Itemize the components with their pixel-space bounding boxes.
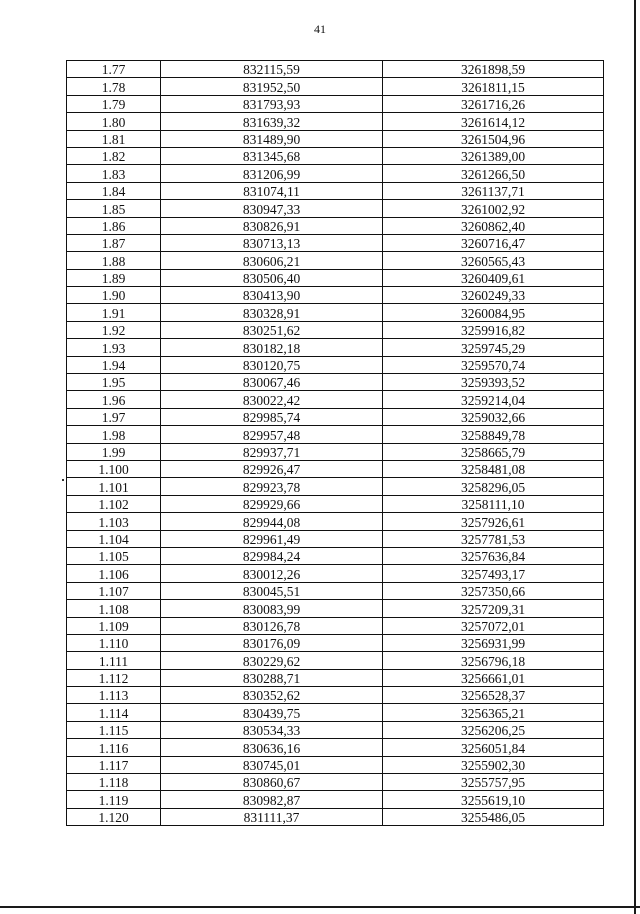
table-row	[67, 217, 604, 234]
point-number-cell: 1.110	[67, 634, 161, 651]
point-number-cell: 1.114	[67, 704, 161, 721]
page-number: 41	[314, 22, 326, 36]
table-row	[67, 391, 604, 408]
x-coordinate-cell: 830182,18	[161, 339, 383, 356]
point-number-cell: 1.111	[67, 652, 161, 669]
table-row	[67, 78, 604, 95]
point-number-cell: 1.105	[67, 547, 161, 564]
table-row	[67, 634, 604, 651]
y-coordinate-cell: 3256661,01	[383, 669, 604, 686]
point-number-cell: 1.112	[67, 669, 161, 686]
point-number-cell: 1.108	[67, 600, 161, 617]
point-number-cell: 1.120	[67, 808, 161, 825]
x-coordinate-cell: 832115,59	[161, 61, 383, 78]
y-coordinate-cell: 3256931,99	[383, 634, 604, 651]
x-coordinate-cell: 831074,11	[161, 182, 383, 199]
point-number-cell: 1.99	[67, 443, 161, 460]
table-row	[67, 687, 604, 704]
table-row	[67, 756, 604, 773]
table-row	[67, 721, 604, 738]
x-coordinate-cell: 829944,08	[161, 513, 383, 530]
table-row	[67, 617, 604, 634]
table-row	[67, 130, 604, 147]
x-coordinate-cell: 831793,93	[161, 95, 383, 112]
y-coordinate-cell: 3259570,74	[383, 356, 604, 373]
y-coordinate-cell: 3258296,05	[383, 478, 604, 495]
table-row	[67, 252, 604, 269]
table-row	[67, 460, 604, 477]
y-coordinate-cell: 3261002,92	[383, 200, 604, 217]
table-row	[67, 234, 604, 251]
y-coordinate-cell: 3261716,26	[383, 95, 604, 112]
table-row	[67, 704, 604, 721]
y-coordinate-cell: 3256528,37	[383, 687, 604, 704]
coordinates-table	[66, 60, 604, 826]
point-number-cell: 1.85	[67, 200, 161, 217]
y-coordinate-cell: 3256206,25	[383, 721, 604, 738]
x-coordinate-cell: 830947,33	[161, 200, 383, 217]
point-number-cell: 1.113	[67, 687, 161, 704]
x-coordinate-cell: 831111,37	[161, 808, 383, 825]
point-number-cell: 1.93	[67, 339, 161, 356]
table-row	[67, 547, 604, 564]
y-coordinate-cell: 3259393,52	[383, 374, 604, 391]
page-edge-bottom	[0, 906, 640, 908]
table-row	[67, 339, 604, 356]
y-coordinate-cell: 3261389,00	[383, 147, 604, 164]
y-coordinate-cell: 3260249,33	[383, 287, 604, 304]
point-number-cell: 1.86	[67, 217, 161, 234]
x-coordinate-cell: 830506,40	[161, 269, 383, 286]
y-coordinate-cell: 3257209,31	[383, 600, 604, 617]
table-row	[67, 600, 604, 617]
coordinates-table-body	[67, 61, 604, 826]
table-row	[67, 652, 604, 669]
point-number-cell: 1.107	[67, 582, 161, 599]
table-row	[67, 304, 604, 321]
point-number-cell: 1.115	[67, 721, 161, 738]
point-number-cell: 1.88	[67, 252, 161, 269]
y-coordinate-cell: 3261504,96	[383, 130, 604, 147]
x-coordinate-cell: 831489,90	[161, 130, 383, 147]
table-row	[67, 478, 604, 495]
table-row	[67, 165, 604, 182]
table-row	[67, 530, 604, 547]
point-number-cell: 1.101	[67, 478, 161, 495]
table-row	[67, 113, 604, 130]
table-row	[67, 374, 604, 391]
y-coordinate-cell: 3257493,17	[383, 565, 604, 582]
x-coordinate-cell: 830045,51	[161, 582, 383, 599]
table-row	[67, 513, 604, 530]
table-row	[67, 582, 604, 599]
point-number-cell: 1.104	[67, 530, 161, 547]
table-row	[67, 808, 604, 825]
x-coordinate-cell: 830083,99	[161, 600, 383, 617]
x-coordinate-cell: 830012,26	[161, 565, 383, 582]
y-coordinate-cell: 3259214,04	[383, 391, 604, 408]
y-coordinate-cell: 3257072,01	[383, 617, 604, 634]
x-coordinate-cell: 830413,90	[161, 287, 383, 304]
y-coordinate-cell: 3255619,10	[383, 791, 604, 808]
y-coordinate-cell: 3258665,79	[383, 443, 604, 460]
y-coordinate-cell: 3257636,84	[383, 547, 604, 564]
y-coordinate-cell: 3257926,61	[383, 513, 604, 530]
table-row	[67, 200, 604, 217]
x-coordinate-cell: 830120,75	[161, 356, 383, 373]
y-coordinate-cell: 3256796,18	[383, 652, 604, 669]
table-row	[67, 182, 604, 199]
y-coordinate-cell: 3261137,71	[383, 182, 604, 199]
x-coordinate-cell: 830328,91	[161, 304, 383, 321]
x-coordinate-cell: 829937,71	[161, 443, 383, 460]
table-row	[67, 269, 604, 286]
point-number-cell: 1.83	[67, 165, 161, 182]
x-coordinate-cell: 829926,47	[161, 460, 383, 477]
x-coordinate-cell: 831206,99	[161, 165, 383, 182]
point-number-cell: 1.87	[67, 234, 161, 251]
point-number-cell: 1.84	[67, 182, 161, 199]
point-number-cell: 1.117	[67, 756, 161, 773]
point-number-cell: 1.119	[67, 791, 161, 808]
x-coordinate-cell: 830251,62	[161, 321, 383, 338]
x-coordinate-cell: 830826,91	[161, 217, 383, 234]
y-coordinate-cell: 3257781,53	[383, 530, 604, 547]
y-coordinate-cell: 3260862,40	[383, 217, 604, 234]
y-coordinate-cell: 3255486,05	[383, 808, 604, 825]
y-coordinate-cell: 3261811,15	[383, 78, 604, 95]
x-coordinate-cell: 830439,75	[161, 704, 383, 721]
x-coordinate-cell: 829961,49	[161, 530, 383, 547]
y-coordinate-cell: 3261614,12	[383, 113, 604, 130]
x-coordinate-cell: 830606,21	[161, 252, 383, 269]
point-number-cell: 1.109	[67, 617, 161, 634]
x-coordinate-cell: 830982,87	[161, 791, 383, 808]
y-coordinate-cell: 3260409,61	[383, 269, 604, 286]
y-coordinate-cell: 3255757,95	[383, 774, 604, 791]
x-coordinate-cell: 830745,01	[161, 756, 383, 773]
table-row	[67, 287, 604, 304]
table-row	[67, 495, 604, 512]
x-coordinate-cell: 830229,62	[161, 652, 383, 669]
x-coordinate-cell: 829923,78	[161, 478, 383, 495]
point-number-cell: 1.89	[67, 269, 161, 286]
table-row	[67, 774, 604, 791]
x-coordinate-cell: 830636,16	[161, 739, 383, 756]
x-coordinate-cell: 829957,48	[161, 426, 383, 443]
point-number-cell: 1.118	[67, 774, 161, 791]
x-coordinate-cell: 830176,09	[161, 634, 383, 651]
point-number-cell: 1.90	[67, 287, 161, 304]
point-number-cell: 1.80	[67, 113, 161, 130]
table-row	[67, 669, 604, 686]
page-edge-right	[634, 0, 636, 914]
x-coordinate-cell: 831345,68	[161, 147, 383, 164]
point-number-cell: 1.97	[67, 408, 161, 425]
table-row	[67, 61, 604, 78]
scan-speck	[62, 479, 64, 481]
point-number-cell: 1.103	[67, 513, 161, 530]
x-coordinate-cell: 830067,46	[161, 374, 383, 391]
point-number-cell: 1.116	[67, 739, 161, 756]
table-row	[67, 565, 604, 582]
table-row	[67, 147, 604, 164]
x-coordinate-cell: 830860,67	[161, 774, 383, 791]
x-coordinate-cell: 831639,32	[161, 113, 383, 130]
x-coordinate-cell: 830352,62	[161, 687, 383, 704]
point-number-cell: 1.91	[67, 304, 161, 321]
x-coordinate-cell: 830022,42	[161, 391, 383, 408]
table-row	[67, 443, 604, 460]
y-coordinate-cell: 3259745,29	[383, 339, 604, 356]
x-coordinate-cell: 830126,78	[161, 617, 383, 634]
y-coordinate-cell: 3258481,08	[383, 460, 604, 477]
x-coordinate-cell: 829985,74	[161, 408, 383, 425]
y-coordinate-cell: 3257350,66	[383, 582, 604, 599]
y-coordinate-cell: 3259032,66	[383, 408, 604, 425]
point-number-cell: 1.92	[67, 321, 161, 338]
y-coordinate-cell: 3260716,47	[383, 234, 604, 251]
point-number-cell: 1.96	[67, 391, 161, 408]
x-coordinate-cell: 830288,71	[161, 669, 383, 686]
point-number-cell: 1.94	[67, 356, 161, 373]
table-row	[67, 356, 604, 373]
point-number-cell: 1.106	[67, 565, 161, 582]
table-row	[67, 408, 604, 425]
y-coordinate-cell: 3256365,21	[383, 704, 604, 721]
table-row	[67, 739, 604, 756]
y-coordinate-cell: 3258111,10	[383, 495, 604, 512]
y-coordinate-cell: 3256051,84	[383, 739, 604, 756]
table-row	[67, 791, 604, 808]
y-coordinate-cell: 3255902,30	[383, 756, 604, 773]
y-coordinate-cell: 3261898,59	[383, 61, 604, 78]
x-coordinate-cell: 829984,24	[161, 547, 383, 564]
y-coordinate-cell: 3260565,43	[383, 252, 604, 269]
point-number-cell: 1.82	[67, 147, 161, 164]
point-number-cell: 1.98	[67, 426, 161, 443]
x-coordinate-cell: 830713,13	[161, 234, 383, 251]
y-coordinate-cell: 3259916,82	[383, 321, 604, 338]
point-number-cell: 1.78	[67, 78, 161, 95]
point-number-cell: 1.81	[67, 130, 161, 147]
x-coordinate-cell: 829929,66	[161, 495, 383, 512]
point-number-cell: 1.100	[67, 460, 161, 477]
x-coordinate-cell: 830534,33	[161, 721, 383, 738]
y-coordinate-cell: 3258849,78	[383, 426, 604, 443]
table-row	[67, 426, 604, 443]
y-coordinate-cell: 3260084,95	[383, 304, 604, 321]
point-number-cell: 1.95	[67, 374, 161, 391]
y-coordinate-cell: 3261266,50	[383, 165, 604, 182]
point-number-cell: 1.102	[67, 495, 161, 512]
x-coordinate-cell: 831952,50	[161, 78, 383, 95]
table-row	[67, 95, 604, 112]
table-row	[67, 321, 604, 338]
point-number-cell: 1.79	[67, 95, 161, 112]
point-number-cell: 1.77	[67, 61, 161, 78]
